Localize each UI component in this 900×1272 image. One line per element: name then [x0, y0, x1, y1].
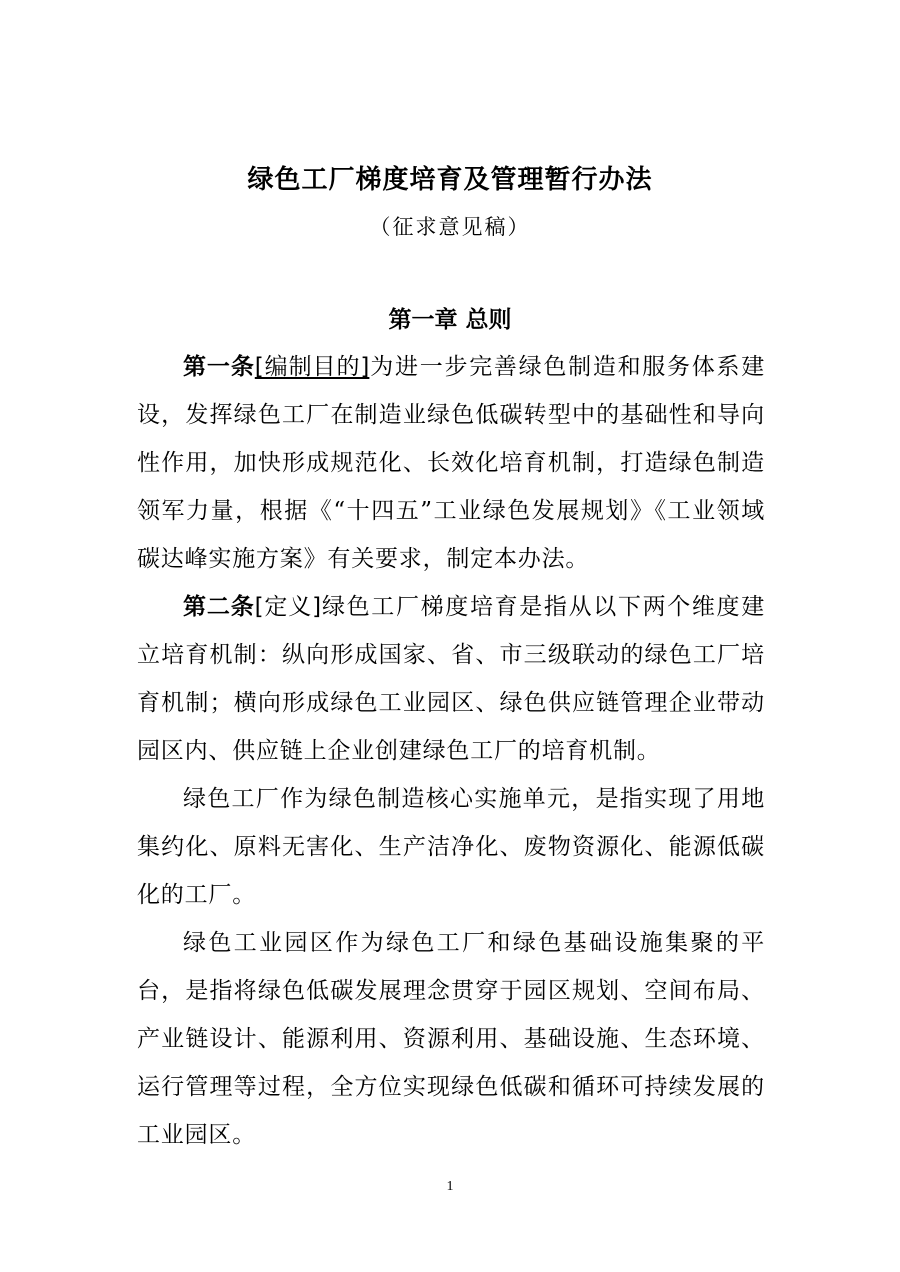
page-number: 1 — [446, 1179, 454, 1194]
chapter-heading: 第一章 总则 — [388, 307, 512, 333]
article-1-tag: [编制目的] — [254, 354, 370, 380]
article-1-number: 第一条 — [183, 354, 255, 380]
article-1 — [137, 343, 765, 583]
article-2-tag: [定义] — [254, 594, 322, 620]
document-body — [137, 343, 765, 1159]
paragraph-green-park: 绿色工业园区作为绿色工厂和绿色基础设施集聚的平台，是指将绿色低碳发展理念贯穿于园区规划、空间布局、产业链设计、能源利用、资源利用、基础设施、生态环境、运行管理等过程，全方位实现绿色低碳和循环可持续发展的工业园区。 — [137, 930, 765, 1148]
document-subtitle: （征求意见稿） — [369, 215, 531, 239]
article-2 — [137, 583, 765, 775]
paragraph-green-factory: 绿色工厂作为绿色制造核心实施单元，是指实现了用地集约化、原料无害化、生产洁净化、废物资源化、能源低碳化的工厂。 — [137, 786, 765, 908]
article-2-number: 第二条 — [183, 594, 255, 620]
article-2-text: 绿色工厂梯度培育是指从以下两个维度建立培育机制：纵向形成国家、省、市三级联动的绿色工厂培育机制；横向形成绿色工业园区、绿色供应链管理企业带动园区内、供应链上企业创建绿色工厂的培育机制。 — [137, 594, 766, 764]
document-title: 绿色工厂梯度培育及管理暂行办法 — [247, 165, 653, 195]
article-1-text: 为进一步完善绿色制造和服务体系建设，发挥绿色工厂在制造业绿色低碳转型中的基础性和导向性作用，加快形成规范化、长效化培育机制，打造绿色制造领军力量，根据《“十四五”工业绿色发展规划》《工业领域碳达峰实施方案》有关要求，制定本办法。 — [137, 354, 765, 572]
